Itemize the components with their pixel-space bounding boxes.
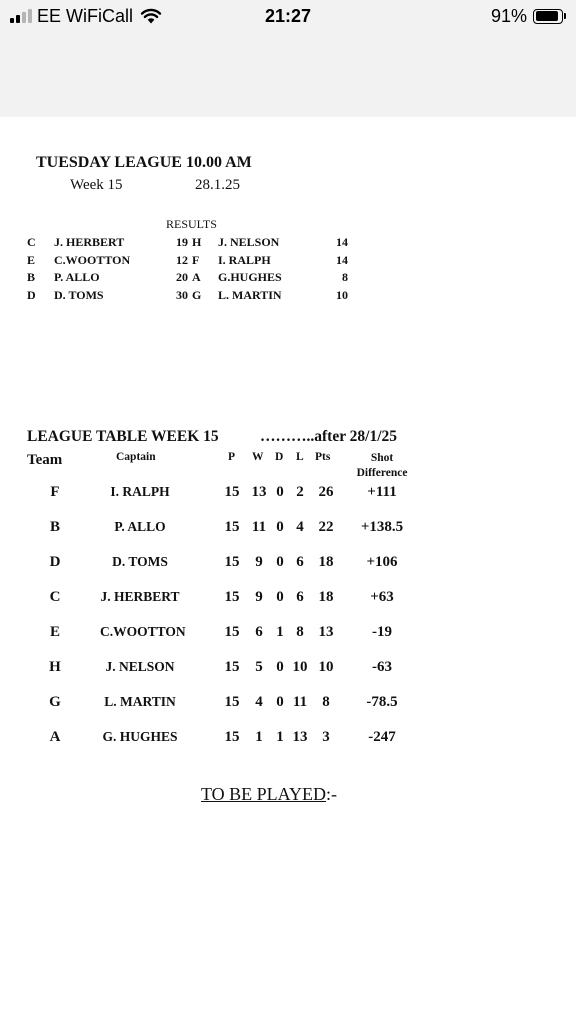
cell-p: 15 — [224, 589, 240, 605]
cell-w: 13 — [251, 484, 267, 500]
cell-team: E — [49, 624, 60, 640]
cell-w: 4 — [255, 694, 263, 710]
cell-team: H — [49, 659, 61, 675]
cell-l: 8 — [296, 624, 304, 640]
table-row — [0, 484, 576, 504]
result-score-b: 14 — [336, 252, 348, 267]
cell-d: 0 — [276, 519, 284, 535]
cell-captain: J. NELSON — [105, 659, 175, 674]
status-time: 21:27 — [264, 6, 312, 26]
cell-d: 1 — [276, 624, 284, 640]
cell-d: 0 — [276, 589, 284, 605]
cell-captain: P. ALLO — [114, 519, 166, 534]
result-score-b: 8 — [342, 270, 348, 284]
results-heading: RESULTS — [166, 217, 217, 231]
column-header-shot-difference — [348, 451, 416, 481]
cell-pts: 18 — [318, 589, 334, 605]
cell-d: 1 — [276, 729, 284, 745]
cell-d: 0 — [276, 554, 284, 570]
table-row — [0, 729, 576, 749]
cell-w: 1 — [255, 729, 263, 745]
cell-d: 0 — [276, 659, 284, 675]
result-team-a: C — [27, 235, 36, 249]
cell-pts: 10 — [318, 659, 334, 675]
cell-p: 15 — [224, 624, 240, 640]
table-row — [0, 589, 576, 609]
result-team-b: G — [192, 287, 202, 302]
table-row — [0, 519, 576, 539]
result-team-a: D — [27, 287, 36, 302]
result-score-b: 14 — [336, 235, 348, 249]
to-be-played-suffix: :- — [326, 784, 338, 804]
cell-shot: +63 — [370, 589, 394, 605]
result-name-a: P. ALLO — [54, 270, 100, 284]
result-team-b: A — [192, 270, 201, 284]
cell-captain: L. MARTIN — [104, 694, 176, 709]
cell-l: 6 — [296, 589, 304, 605]
cell-w: 5 — [255, 659, 263, 675]
cell-captain: D. TOMS — [112, 554, 168, 569]
cell-w: 11 — [251, 519, 267, 535]
result-name-a: C.WOOTTON — [54, 252, 131, 267]
result-name-b: G.HUGHES — [218, 270, 282, 284]
week-label: Week 15 — [70, 177, 123, 193]
cell-l: 6 — [296, 554, 304, 570]
cell-team: G — [49, 694, 61, 710]
result-name-b: I. RALPH — [218, 252, 271, 267]
column-header-l: L — [296, 451, 304, 463]
result-team-a: B — [27, 270, 36, 284]
cell-shot: +138.5 — [360, 519, 404, 535]
cell-pts: 8 — [322, 694, 330, 710]
table-row — [0, 659, 576, 679]
cell-pts: 26 — [318, 484, 334, 500]
column-header-team: Team — [27, 452, 63, 468]
result-row — [0, 270, 576, 287]
cell-pts: 22 — [318, 519, 334, 535]
result-name-a: J. HERBERT — [54, 235, 125, 249]
cell-l: 13 — [292, 729, 308, 745]
cell-shot: +106 — [366, 554, 398, 570]
league-table-after-date: ………..after 28/1/25 — [260, 428, 398, 445]
to-be-played-text: TO BE PLAYED — [201, 784, 327, 804]
cell-team: D — [49, 554, 61, 570]
battery-nub — [564, 13, 566, 19]
cell-captain: I. RALPH — [110, 484, 170, 499]
document-title: TUESDAY LEAGUE 10.00 AM — [36, 154, 252, 171]
cell-pts: 18 — [318, 554, 334, 570]
table-row — [0, 624, 576, 644]
cell-pts: 13 — [318, 624, 334, 640]
table-row — [0, 554, 576, 574]
cell-captain: G. HUGHES — [102, 729, 178, 744]
cell-w: 6 — [255, 624, 263, 640]
result-name-a: D. TOMS — [54, 287, 104, 302]
result-score-a: 30 — [176, 287, 188, 302]
column-header-p: P — [228, 451, 236, 463]
cell-shot: -78.5 — [366, 694, 398, 710]
cell-team: F — [50, 484, 60, 500]
cell-p: 15 — [224, 729, 240, 745]
cell-shot: +111 — [367, 484, 397, 500]
result-row — [0, 253, 576, 270]
cell-l: 2 — [296, 484, 304, 500]
cell-pts: 3 — [322, 729, 330, 745]
cell-shot: -63 — [372, 659, 392, 675]
result-name-b: J. NELSON — [218, 235, 280, 249]
cell-team: B — [49, 519, 60, 535]
shot-header-line2: Difference — [356, 467, 408, 479]
carrier-name: EE WiFiCall — [37, 5, 134, 26]
cell-p: 15 — [224, 554, 240, 570]
date-label: 28.1.25 — [195, 177, 240, 193]
result-team-a: E — [27, 252, 36, 267]
cell-captain: J. HERBERT — [100, 589, 180, 604]
column-header-pts: Pts — [315, 451, 331, 463]
cell-captain: C.WOOTTON — [100, 624, 186, 639]
to-be-played-heading — [201, 784, 337, 805]
cell-p: 15 — [224, 519, 240, 535]
cell-shot: -247 — [368, 729, 396, 745]
result-row — [0, 288, 576, 305]
result-score-b: 10 — [336, 287, 348, 302]
column-header-w: W — [252, 451, 264, 463]
cell-shot: -19 — [372, 624, 392, 640]
league-table-heading: LEAGUE TABLE WEEK 15 — [27, 428, 219, 445]
result-score-a: 12 — [176, 252, 188, 267]
table-row — [0, 694, 576, 714]
cell-p: 15 — [224, 694, 240, 710]
column-header-d: D — [275, 451, 284, 463]
cell-d: 0 — [276, 484, 284, 500]
cell-w: 9 — [255, 554, 263, 570]
cell-team: C — [49, 589, 61, 605]
cell-l: 11 — [292, 694, 308, 710]
result-team-b: H — [192, 235, 202, 249]
status-right — [491, 4, 566, 28]
result-team-b: F — [192, 252, 200, 267]
cell-p: 15 — [224, 484, 240, 500]
result-name-b: L. MARTIN — [218, 287, 282, 302]
result-score-a: 20 — [176, 270, 188, 284]
column-header-captain: Captain — [116, 451, 156, 463]
cell-l: 4 — [296, 519, 304, 535]
status-bar — [0, 0, 576, 117]
cell-w: 9 — [255, 589, 263, 605]
result-score-a: 19 — [176, 235, 188, 249]
result-row — [0, 235, 576, 252]
cell-team: A — [49, 729, 61, 745]
cell-d: 0 — [276, 694, 284, 710]
cell-l: 10 — [292, 659, 308, 675]
battery-icon — [533, 9, 563, 24]
battery-percentage: 91% — [490, 5, 527, 26]
shot-header-line1: Shot — [370, 452, 394, 464]
cell-p: 15 — [224, 659, 240, 675]
battery-fill — [536, 11, 559, 21]
